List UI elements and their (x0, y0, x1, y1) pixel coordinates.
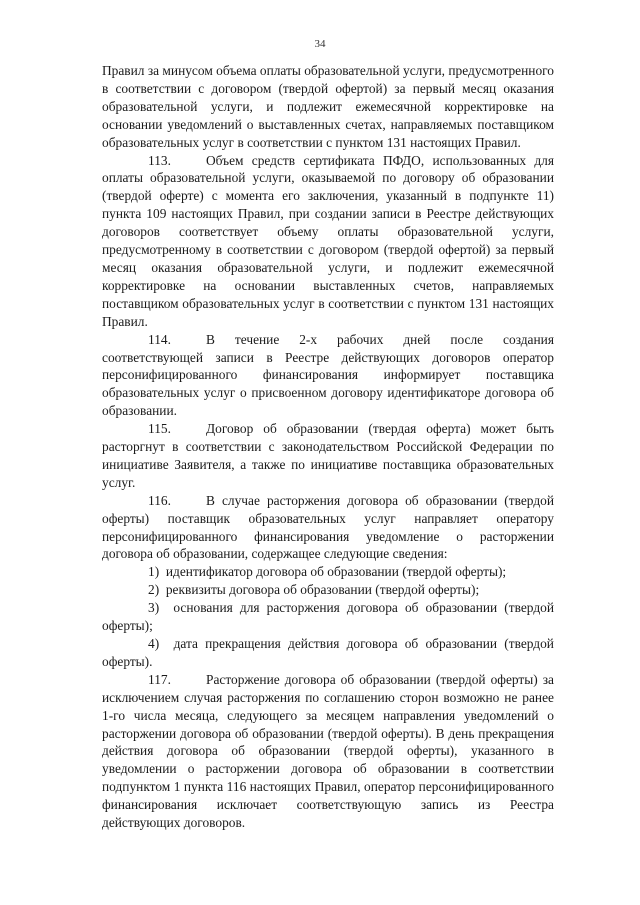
paragraph-113 (102, 152, 554, 331)
paragraph-number: 116. (148, 492, 171, 508)
paragraph-text: В случае расторжения договора об образовании (твердой оферты) поставщик образовательных услуг направляет оператору персонифицированного финансирования уведомление о расторжении договора об образовании, содержащее следующие сведения: (102, 492, 554, 562)
paragraph-text: Правил за минусом объема оплаты образовательной услуги, предусмотренного в соответствии с договором (твердой офертой) за первый месяц оказания образовательной услуги, и подлежит ежемесячной корректировке на основании уведомлений о выставленных счетах, направляемых поставщиком образовательных услуг в соответствии с пунктом 131 настоящих Правил. (102, 63, 554, 150)
paragraph-114 (102, 331, 554, 421)
list-item-2 (102, 581, 554, 599)
list-item-3 (102, 599, 554, 635)
list-item-4 (102, 635, 554, 671)
list-number: 3) (148, 600, 160, 616)
document-body (102, 62, 554, 832)
list-text: идентификатор договора об образовании (твердой оферты); (165, 564, 507, 580)
paragraph-number: 117. (148, 671, 171, 687)
paragraph-117 (102, 671, 554, 832)
paragraph-116 (102, 492, 554, 564)
paragraph-number: 113. (148, 152, 171, 168)
list-text: реквизиты договора об образовании (твердой оферты); (165, 582, 480, 598)
list-text: основания для расторжения договора об образовании (твердой оферты); (102, 600, 554, 634)
paragraph-number: 114. (148, 331, 171, 347)
list-number: 1) (148, 564, 160, 580)
list-number: 4) (148, 636, 160, 651)
paragraph-number: 115. (148, 421, 171, 437)
paragraph-continuation (102, 62, 554, 152)
list-number: 2) (148, 582, 160, 598)
paragraph-115 (102, 420, 554, 492)
paragraph-text: Объем средств сертификата ПФДО, использованных для оплаты образовательной услуги, оказываемой по договору об образовании (твердой оферте) с момента его заключения, указанный в подпункте 11) пункта 109 настоящих Правил, при создании записи в Реестре действующих договоров соответствует объему оплаты образовательной услуги, предусмотренному в соответствии с договором (твердой офертой) за первый месяц оказания образовательной услуги, и подлежит ежемесячной корректировке на основании выставленных счетов, направляемых поставщиком образовательных услуг в соответствии с пунктом 131 настоящих Правил. (102, 152, 554, 329)
paragraph-text: Договор об образовании (твердая оферта) может быть расторгнут в соответствии с законодательством Российской Федерации по инициативе Заявителя, а также по инициативе поставщика образовательных услуг. (102, 421, 554, 490)
paragraph-text: В течение 2-х рабочих дней после создания соответствующей записи в Реестре действующих договоров оператор персонифицированного финансирования информирует поставщика образовательных услуг о присвоенном договору идентификаторе договора об образовании. (102, 331, 554, 419)
paragraph-text: Расторжение договора об образовании (твердой оферты) за исключением случая расторжения по соглашению сторон возможно не ранее 1-го числа месяца, следующего за месяцем направления уведомлений о расторжении договора об образовании (твердой оферты). В день прекращения действия договора об образовании (твердой оферты), указанного в уведомлении о расторжении договора об образовании в соответствии подпунктом 1 пункта 116 настоящих Правил, оператор персонифицированного финансирования исключает соответствующую запись из Реестра действующих договоров. (102, 671, 554, 831)
page-number: 34 (314, 38, 326, 50)
list-text: дата прекращения действия договора об образовании (твердой оферты). (102, 636, 554, 669)
list-item-1 (102, 563, 554, 581)
